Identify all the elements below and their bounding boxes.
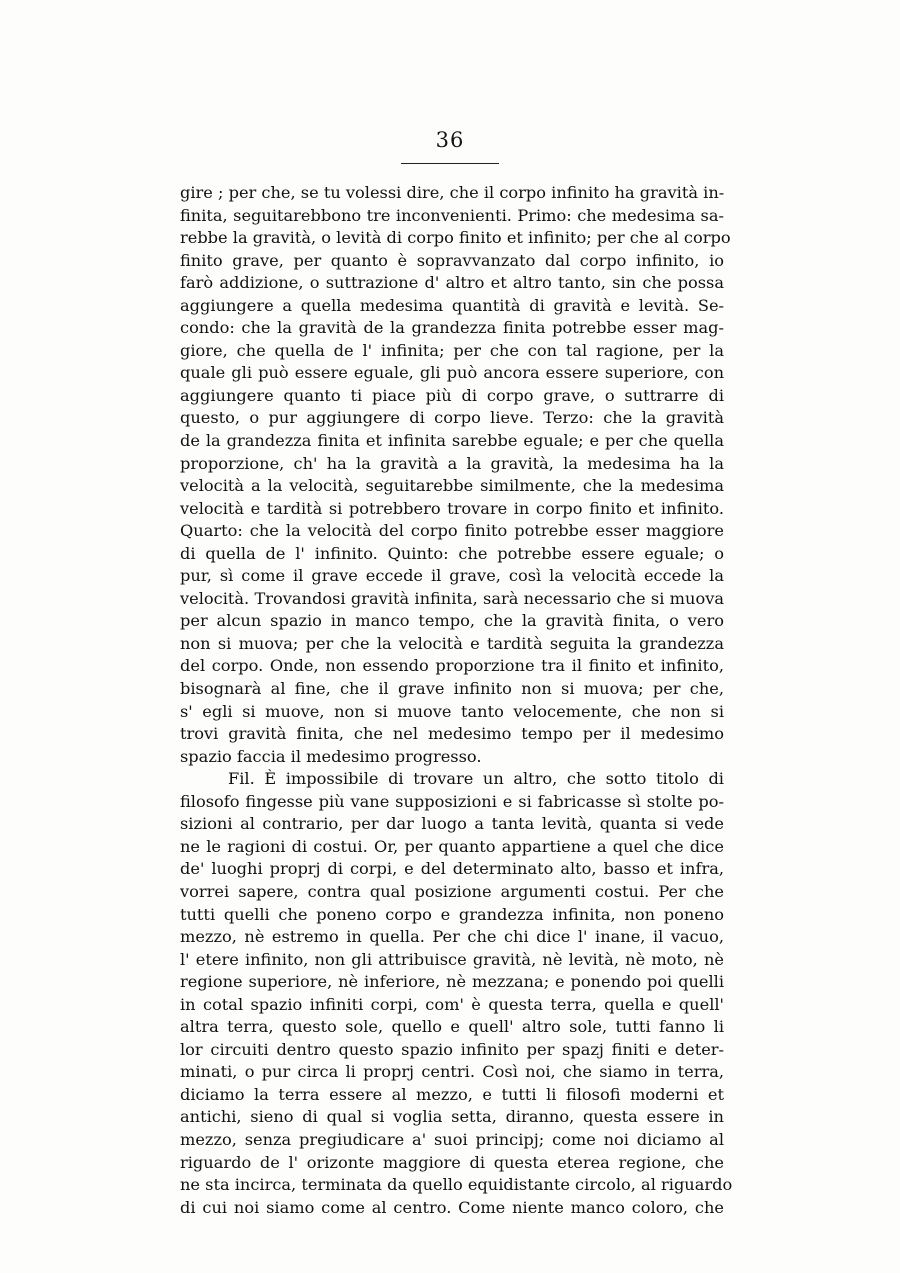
text-line: trovi gravità finita, che nel medesimo tempo per il medesimo [180,724,724,744]
text-line: riguardo de l' orizonte maggiore di questa eterea regione, che [180,1152,724,1172]
text-line: aggiungere a quella medesima quantità di gravità e levità. Se- [180,295,724,315]
body-text [180,182,733,1219]
text-line: non si muova; per che la velocità e tardità seguita la grandezza [180,633,724,653]
text-line: giore, che quella de l' infinita; per che con tal ragione, per la [180,340,724,360]
text-line: finita, seguitarebbono tre inconvenienti. Primo: che medesima sa- [180,205,724,225]
text-line: regione superiore, nè inferiore, nè mezzana; e ponendo poi quelli [180,972,724,992]
text-line: per alcun spazio in manco tempo, che la gravità finita, o vero [180,611,724,631]
text-line: spazio faccia il medesimo progresso. [180,746,482,766]
text-line: condo: che la gravità de la grandezza finita potrebbe esser mag- [180,318,724,338]
text-line: quale gli può essere eguale, gli può ancora essere superiore, con [180,363,724,383]
text-line-paragraph-start: Fil. È impossibile di trovare un altro, che sotto titolo di [228,769,724,789]
text-line: bisognarà al fine, che il grave infinito non si muova; per che, [180,679,724,699]
text-line: mezzo, senza pregiudicare a' suoi principj; come noi diciamo al [180,1129,724,1149]
text-line: di cui noi siamo come al centro. Come niente manco coloro, che [180,1197,724,1217]
text-line: minati, o pur circa li proprj centri. Così noi, che siamo in terra, [180,1062,724,1082]
text-line: gire ; per che, se tu volessi dire, che il corpo infinito ha gravità in- [180,183,725,202]
text-line: de la grandezza finita et infinita sarebbe eguale; e per che quella [180,431,724,451]
text-line: farò addizione, o suttrazione d' altro et altro tanto, sin che possa [180,273,724,293]
text-line: sizioni al contrario, per dar luogo a tanta levità, quanta si vede [180,814,724,834]
text-line: antichi, sieno di qual si voglia setta, diranno, questa essere in [180,1107,724,1127]
text-line: lor circuiti dentro questo spazio infinito per spazj finiti e deter- [180,1039,724,1059]
text-line: di quella de l' infinito. Quinto: che potrebbe essere eguale; o [180,543,724,563]
text-line: velocità. Trovandosi gravità infinita, sarà necessario che si muova [180,588,724,608]
page-number: 36 [435,128,465,152]
text-line: velocità e tardità si potrebbero trovare in corpo finito et infinito. [180,498,724,518]
text-line: pur, sì come il grave eccede il grave, così la velocità eccede la [180,566,724,586]
text-line: aggiungere quanto ti piace più di corpo grave, o suttrarre di [180,385,724,405]
text-line: mezzo, nè estremo in quella. Per che chi dice l' inane, il vacuo, [180,927,724,947]
text-line: del corpo. Onde, non essendo proporzione tra il finito et infinito, [180,656,724,676]
text-line: proporzione, ch' ha la gravità a la gravità, la medesima ha la [180,453,724,473]
text-line: s' egli si muove, non si muove tanto velocemente, che non si [180,701,724,721]
text-line: filosofo fingesse più vane supposizioni e si fabricasse sì stolte po- [180,791,724,811]
text-line: diciamo la terra essere al mezzo, e tutti li filosofi moderni et [180,1084,724,1104]
text-line: l' etere infinito, non gli attribuisce gravità, nè levità, nè moto, nè [180,949,724,969]
text-line: Quarto: che la velocità del corpo finito potrebbe esser maggiore [180,521,724,541]
text-line: ne le ragioni di costui. Or, per quanto appartiene a quel che dice [180,836,724,856]
text-line: questo, o pur aggiungere di corpo lieve. Terzo: che la gravità [180,408,724,428]
text-line: vorrei sapere, contra qual posizione argumenti costui. Per che [180,881,724,901]
text-line: altra terra, questo sole, quello e quell' altro sole, tutti fanno li [180,1017,724,1037]
text-line: rebbe la gravità, o levità di corpo finito et infinito; per che al corpo [180,228,731,248]
header-rule [401,163,499,164]
text-line: in cotal spazio infiniti corpi, com' è questa terra, quella e quell' [180,994,724,1014]
text-line: velocità a la velocità, seguitarebbe similmente, che la medesima [180,476,724,496]
text-line: de' luoghi proprj di corpi, e del determinato alto, basso et infra, [180,859,724,879]
text-line: tutti quelli che poneno corpo e grandezza infinita, non poneno [180,904,724,924]
text-line: finito grave, per quanto è sopravvanzato dal corpo infinito, io [180,250,724,270]
text-line: ne sta incirca, terminata da quello equidistante circolo, al riguardo [180,1175,733,1195]
